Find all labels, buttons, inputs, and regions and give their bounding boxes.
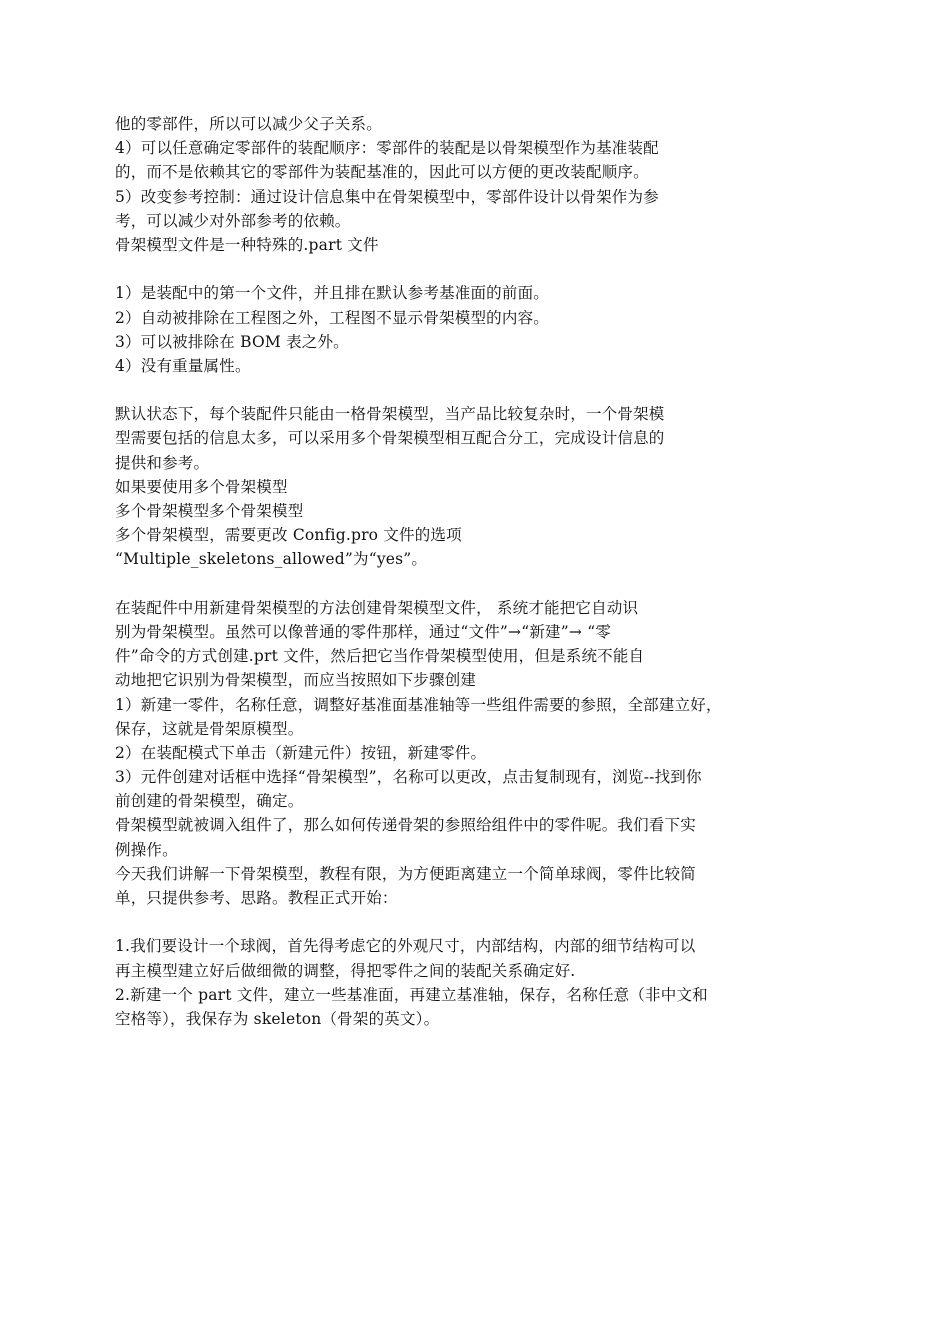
document-body xyxy=(115,112,875,1031)
text-line: 骨架模型就被调入组件了，那么如何传递骨架的参照给组件中的零件呢。我们看下实 xyxy=(115,816,696,835)
text-line: 1）新建一零件，名称任意，调整好基准面基准轴等一些组件需要的参照，全部建立好， xyxy=(115,695,722,714)
text-line: 考，可以减少对外部参考的依赖。 xyxy=(115,211,351,230)
text-line: 1.我们要设计一个球阀，首先得考虑它的外观尺寸，内部结构，内部的细节结构可以 xyxy=(115,937,696,956)
text-line: 多个骨架模型，需要更改 Config.pro 文件的选项 xyxy=(115,526,462,545)
text-line: 默认状态下，每个装配件只能由一格骨架模型，当产品比较复杂时，一个骨架模 xyxy=(115,405,665,424)
text-line: 提供和参考。 xyxy=(115,453,210,472)
text-line: 例操作。 xyxy=(115,840,178,859)
text-line: 件”命令的方式创建.prt 文件，然后把它当作骨架模型使用，但是系统不能自 xyxy=(115,647,645,666)
text-line: 单，只提供参考、思路。教程正式开始： xyxy=(115,889,398,907)
text-line: 2）自动被排除在工程图之外，工程图不显示骨架模型的内容。 xyxy=(115,308,549,327)
text-line: 空格等），我保存为 skeleton（骨架的英文）。 xyxy=(115,1009,440,1028)
text-line: 骨架模型文件是一种特殊的.part 文件 xyxy=(115,235,379,254)
text-line: 保存，这就是骨架原模型。 xyxy=(115,719,304,738)
blank-line xyxy=(115,378,875,402)
text-line: 2.新建一个 part 文件，建立一些基准面，再建立基准轴，保存，名称任意（非中文和 xyxy=(115,985,708,1004)
text-line: 在装配件中用新建骨架模型的方法创建骨架模型文件， 系统才能把它自动识 xyxy=(115,598,639,617)
text-line: 别为骨架模型。虽然可以像普通的零件那样，通过“文件”→“新建”→ “零 xyxy=(115,622,612,641)
text-line: 再主模型建立好后做细微的调整，得把零件之间的装配关系确定好. xyxy=(115,961,576,980)
text-line: 3）可以被排除在 BOM 表之外。 xyxy=(115,332,349,351)
text-line: 3）元件创建对话框中选择“骨架模型”，名称可以更改，点击复制现有，浏览--找到你 xyxy=(115,768,702,787)
text-line: 今天我们讲解一下骨架模型，教程有限，为方便距离建立一个简单球阀，零件比较简 xyxy=(115,864,696,883)
text-line: 1）是装配中的第一个文件，并且排在默认参考基准面的前面。 xyxy=(115,284,549,303)
blank-line xyxy=(115,572,875,596)
text-line: 4）可以任意确定零部件的装配顺序：零部件的装配是以骨架模型作为基准装配 xyxy=(115,139,659,158)
text-line: 他的零部件，所以可以减少父子关系。 xyxy=(115,115,382,133)
text-line: 5）改变参考控制：通过设计信息集中在骨架模型中，零部件设计以骨架作为参 xyxy=(115,187,659,206)
text-line: 2）在装配模式下单击（新建元件）按钮，新建零件。 xyxy=(115,743,487,762)
blank-line xyxy=(115,910,875,934)
text-line: 前创建的骨架模型，确定。 xyxy=(115,792,304,811)
text-line: 4）没有重量属性。 xyxy=(115,356,251,375)
text-line: 的，而不是依赖其它的零部件为装配基准的，因此可以方便的更改装配顺序。 xyxy=(115,163,649,182)
text-line: “Multiple_skeletons_allowed”为“yes”。 xyxy=(115,550,428,569)
text-line: 型需要包括的信息太多，可以采用多个骨架模型相互配合分工，完成设计信息的 xyxy=(115,429,665,448)
text-line: 如果要使用多个骨架模型 xyxy=(115,477,288,496)
text-line: 动地把它识别为骨架模型，而应当按照如下步骤创建 xyxy=(115,671,477,690)
text-line: 多个骨架模型多个骨架模型 xyxy=(115,502,304,520)
blank-line xyxy=(115,257,875,281)
